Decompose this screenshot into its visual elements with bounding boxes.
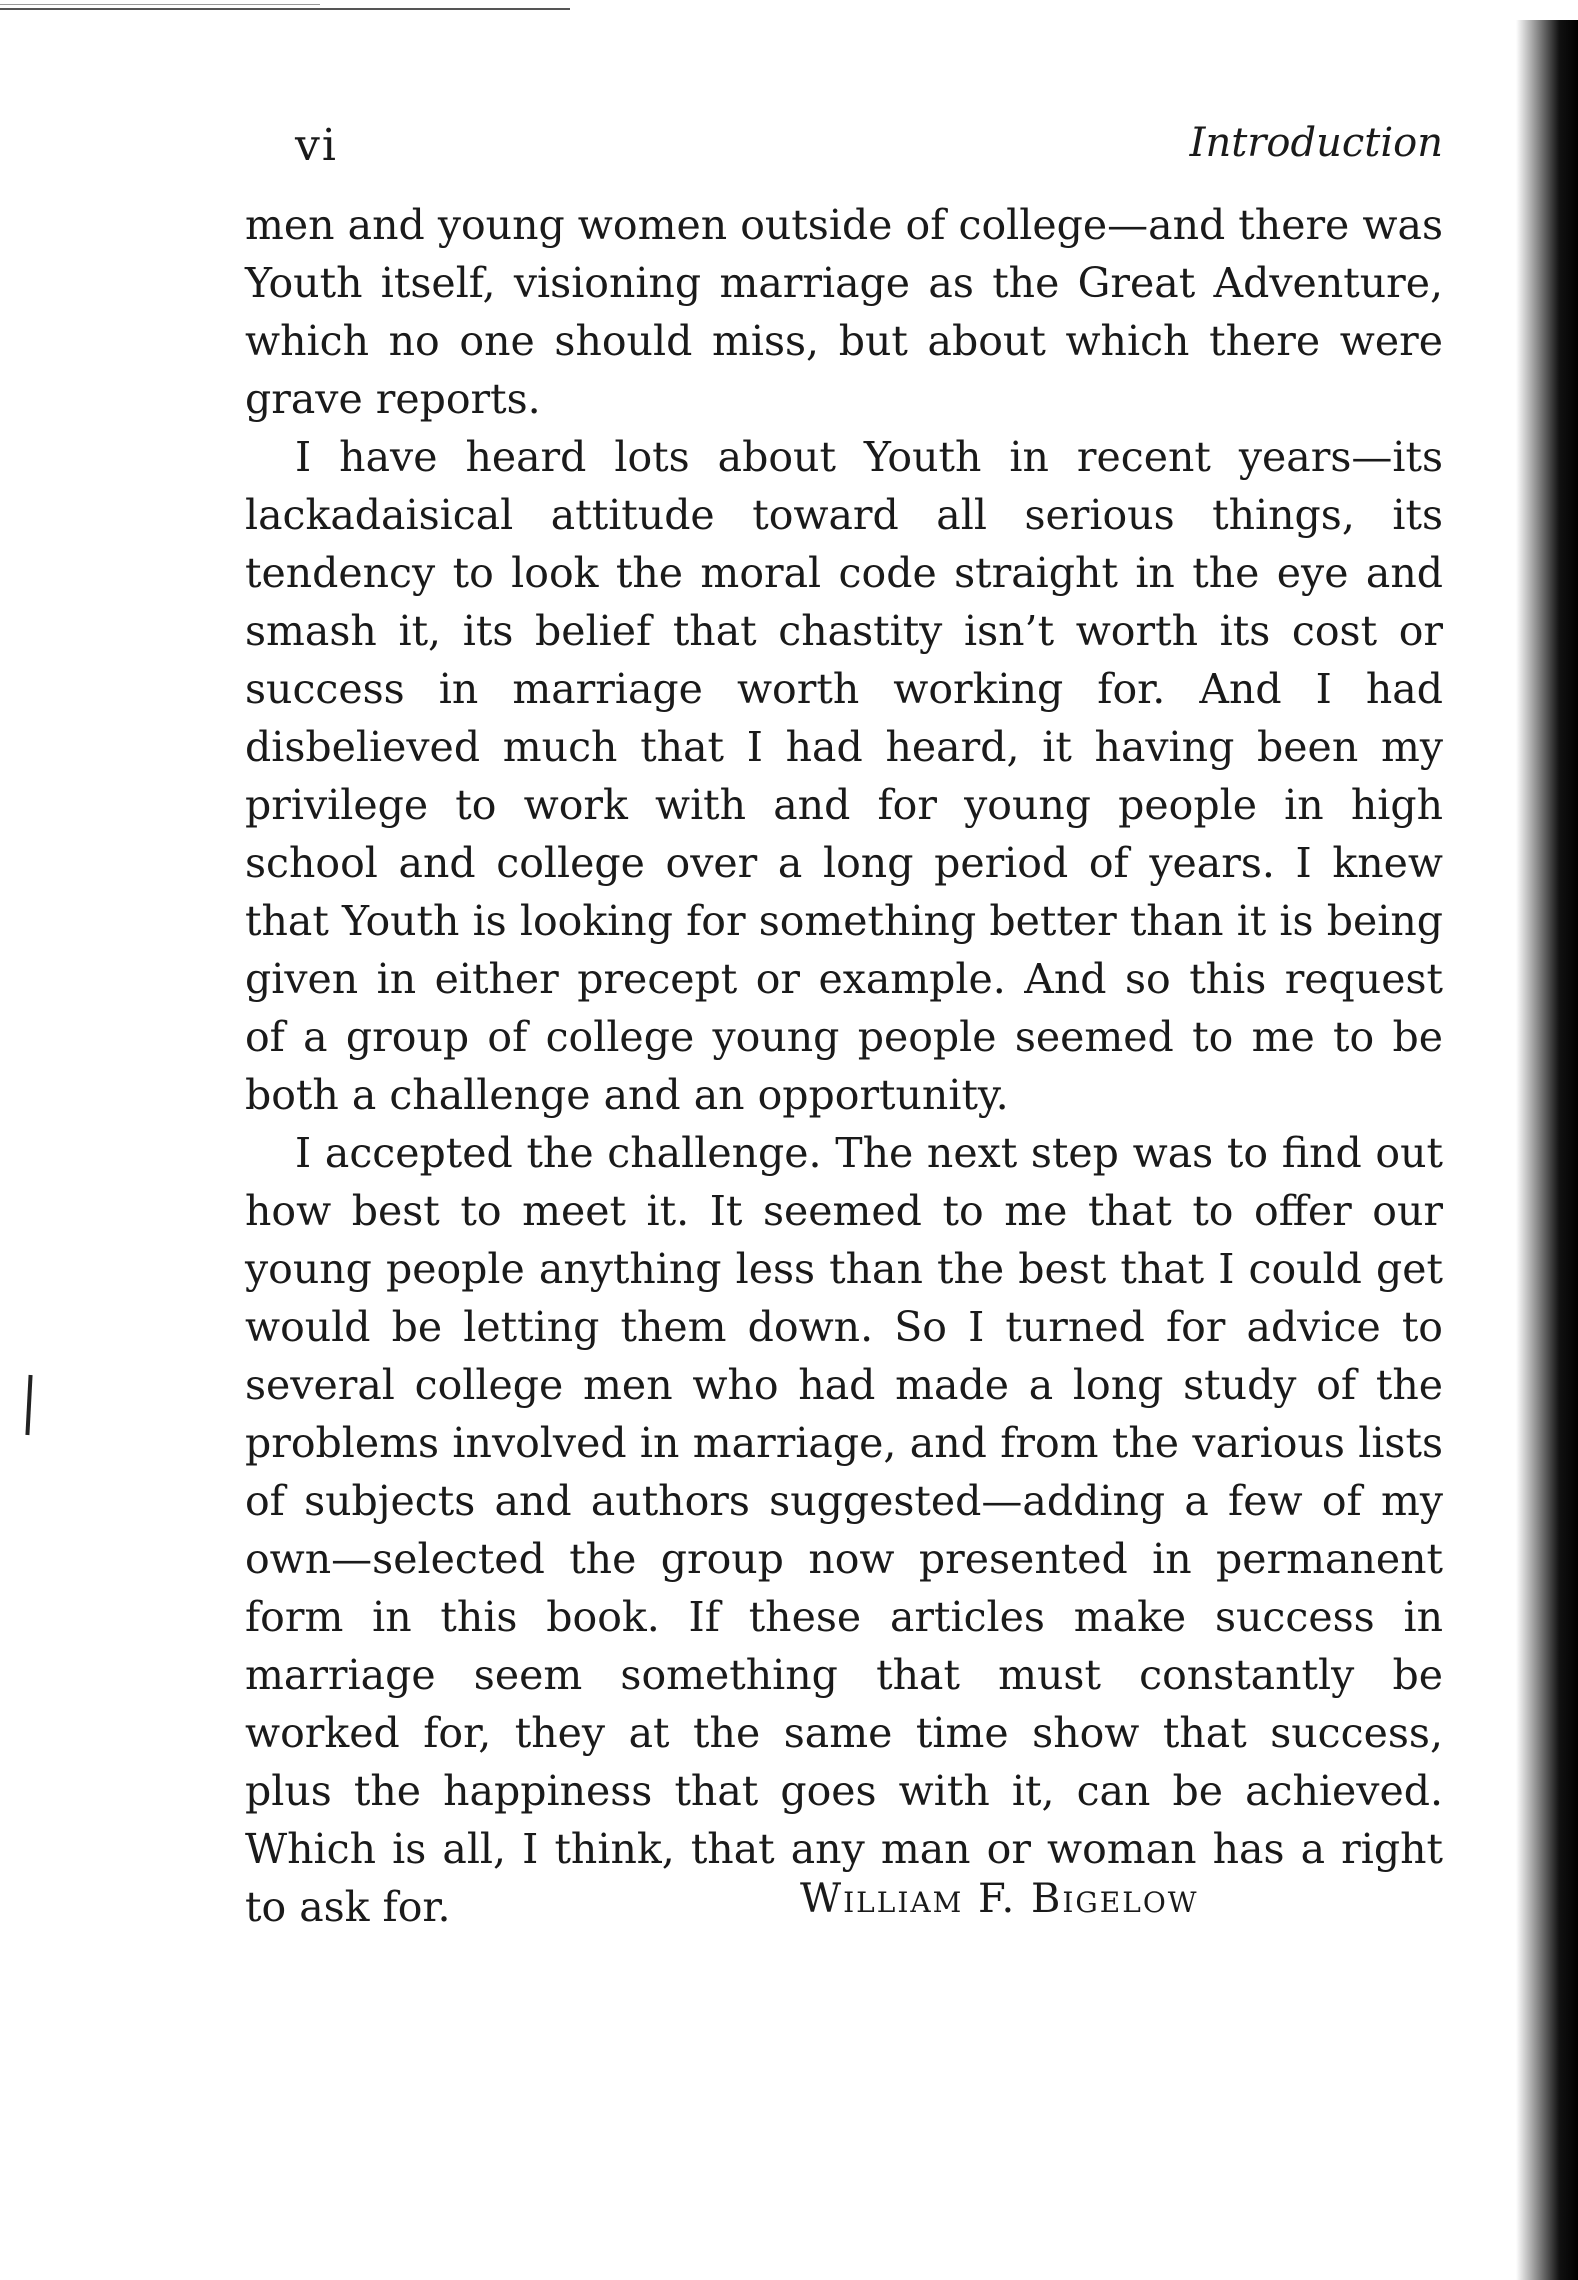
page-number: vi xyxy=(295,120,338,171)
page-header xyxy=(295,120,1443,180)
scan-edge-line xyxy=(0,8,570,10)
scan-edge-line xyxy=(0,4,320,5)
scan-artifact-mark xyxy=(25,1375,32,1435)
body-text xyxy=(245,196,1443,1936)
paragraph: I have heard lots about Youth in recent years—its lackadaisical attitude toward all serious things, its tendency to look the moral code straight in the eye and smash it, its belief that chastity isn’t worth its cost or success in marriage worth working for. And I had disbelieved much that I had heard, it having been my privilege to work with and for young people in high school and college over a long period of years. I knew that Youth is looking for something better than it is being given in either precept or example. And so this request of a group of college young people seemed to me to be both a challenge and an opportunity. xyxy=(245,433,1443,1119)
paragraph: I accepted the challenge. The next step was to find out how best to meet it. It seemed to me that to offer our young people anything less than the best that I could get would be letting them down. So I turned for advice to several college men who had made a long study of the problems involved in marriage, and from the various lists of subjects and authors suggested—adding a few of my own—selected the group now presented in permanent form in this book. If these articles make success in marriage seem something that must constantly be worked for, they at the same time show that success, plus the happiness that goes with it, can be achieved. Which is all, I think, that any man or woman has a right to ask for. xyxy=(245,1129,1443,1931)
book-spine-shadow xyxy=(1516,20,1578,2280)
paragraph-continued: men and young women outside of college—and there was Youth itself, visioning marriage as the Great Adventure, which no one should miss, but about which there were grave reports. xyxy=(245,201,1443,423)
running-head: Introduction xyxy=(1189,120,1443,166)
author-signature: William F. Bigelow xyxy=(800,1876,1199,1922)
